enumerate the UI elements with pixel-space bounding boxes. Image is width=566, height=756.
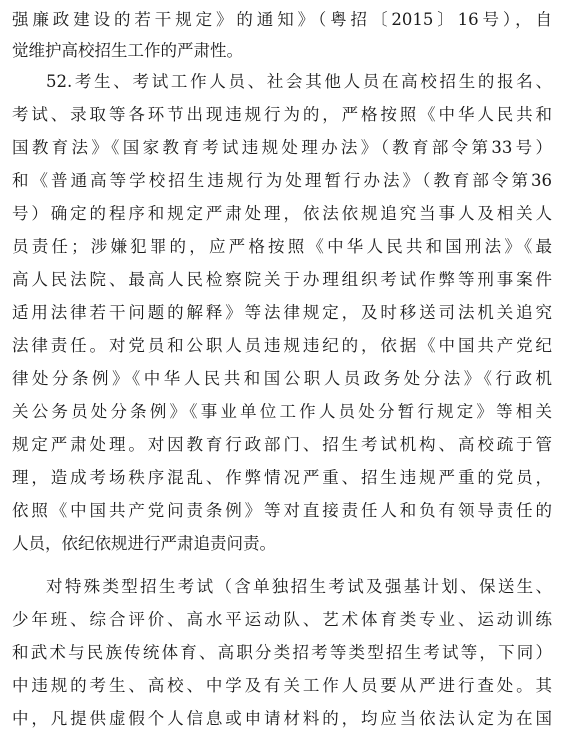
paragraph-line: 号）确定的程序和规定严肃处理，依法依规追究当事人及相关人 <box>12 204 552 223</box>
paragraph-line: 中，凡提供虚假个人信息或申请材料的，均应当依法认定为在国 <box>12 709 552 728</box>
paragraph-line: 少年班、综合评价、高水平运动队、艺术体育类专业、运动训练 <box>12 610 552 629</box>
paragraph-line: 国教育法》《国家教育考试违规处理办法》（教育部令第33号） <box>12 138 552 157</box>
paragraph-line: 中违规的考生、高校、中学及有关工作人员要从严进行查处。其 <box>12 676 552 695</box>
paragraph-line: 员责任；涉嫌犯罪的，应严格按照《中华人民共和国刑法》《最 <box>12 237 552 256</box>
paragraph-line: 和《普通高等学校招生违规行为处理暂行办法》（教育部令第36 <box>12 171 552 190</box>
paragraph-line: 觉维护高校招生工作的严肃性。 <box>12 41 243 60</box>
paragraph-line: 52.考生、考试工作人员、社会其他人员在高校招生的报名、 <box>46 72 552 91</box>
paragraph-line: 依照《中国共产党问责条例》等对直接责任人和负有领导责任的 <box>12 501 552 520</box>
paragraph-line: 法律责任。对党员和公职人员违规违纪的，依据《中国共产党纪 <box>12 336 552 355</box>
paragraph-line: 理，造成考场秩序混乱、作弊情况严重、招生违规严重的党员， <box>12 468 552 487</box>
paragraph-line: 和武术与民族传统体育、高职分类招考等类型招生考试等，下同） <box>12 643 552 662</box>
paragraph-line: 规定严肃处理。对因教育行政部门、招生考试机构、高校疏于管 <box>12 435 552 454</box>
paragraph-line: 人员，依纪依规进行严肃追责问责。 <box>12 534 276 553</box>
paragraph-line: 对特殊类型招生考试（含单独招生考试及强基计划、保送生、 <box>46 577 552 596</box>
paragraph-line: 律处分条例》《中华人民共和国公职人员政务处分法》《行政机 <box>12 369 552 388</box>
paragraph-line: 关公务员处分条例》《事业单位工作人员处分暂行规定》等相关 <box>12 402 552 421</box>
paragraph-line: 考试、录取等各环节出现违规行为的，严格按照《中华人民共和 <box>12 105 552 124</box>
paragraph-line: 适用法律若干问题的解释》等法律规定，及时移送司法机关追究 <box>12 303 552 322</box>
paragraph-line: 高人民法院、最高人民检察院关于办理组织考试作弊等刑事案件 <box>12 270 552 289</box>
paragraph-line: 强廉政建设的若干规定》的通知》（粤招〔2015〕16号），自 <box>12 10 552 29</box>
